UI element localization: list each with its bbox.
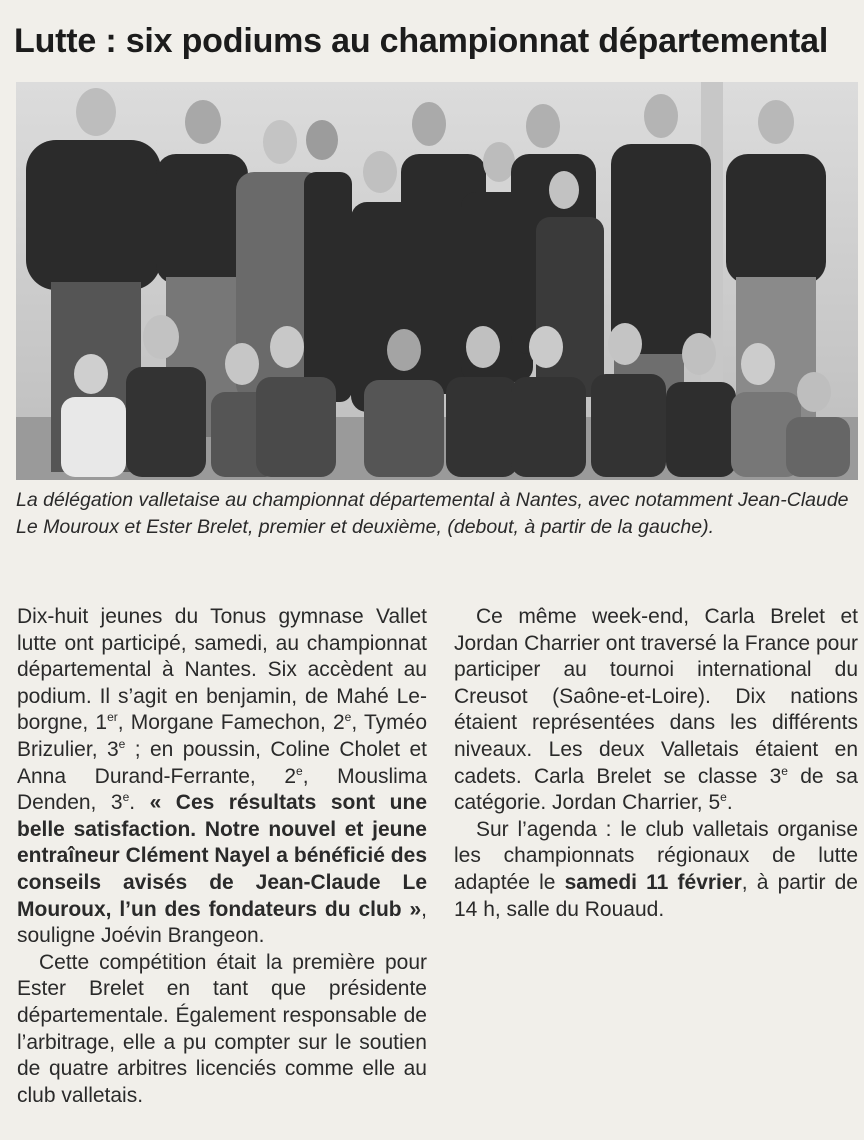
article-column-right-text	[454, 604, 858, 923]
quote: « Ces résultats sont une belle satisfaction. Notre nouvel et jeune entraîneur Clément Nayel a bénéficié des conseils avisés de Jean-Claude Le Mouroux, l’un des fondateurs du club »	[17, 791, 427, 921]
paragraph-4: Sur l’agenda : le club valletais organise les championnats régionaux de lutte adaptée le samedi 11 février, à partir de 14 h, salle du Rouaud.	[454, 817, 858, 921]
paragraph-3: Ce même week-end, Carla Brelet et Jordan Charrier ont traversé la France pour participer au tournoi international du Creusot (Saône-et-Loire). Dix nations étaient représentées dans les différents niveaux. Les deux Valletais étaient en cadets. Carla Brelet se classe 3e de sa catégorie. Jordan Charrier, 5e.	[454, 605, 858, 815]
group-photo-icon	[16, 82, 858, 480]
event-date: samedi 11 février	[564, 870, 742, 894]
group-photo	[16, 82, 858, 480]
headline: Lutte : six podiums au championnat départemental	[14, 22, 829, 60]
paragraph-1: Dix-huit jeunes du Tonus gymnase Vallet lutte ont participé, samedi, au championnat départemental à Nantes. Six accèdent au podium. Il s’agit en benjamin, de Mahé Leborgne, 1er, Morgane Famechon, 2e, Tyméo Brizulier, 3e ; en poussin, Coline Cholet et Anna Durand-Ferrante, 2e, Mouslima Denden, 3e. « Ces résultats sont une belle satisfaction. Notre nouvel et jeune entraîneur Clément Nayel a bénéficié des conseils avisés de Jean-Claude Le Mouroux, l’un des fondateurs du club », souligne Joévin Brangeon.	[17, 605, 427, 948]
photo-caption: La délégation valletaise au championnat départemental à Nantes, avec notamment Jean-Claude Le Mouroux et Ester Brelet, premier et deuxième, (debout, à partir de la gauche).	[16, 489, 849, 538]
paragraph-2: Cette compétition était la première pour Ester Brelet en tant que présidente départementale. Également responsable de l’arbitrage, elle a pu compter sur le soutien de quatre arbitres licenciés comme elle au club valletais.	[17, 950, 427, 1107]
article-column-left	[17, 604, 427, 1109]
